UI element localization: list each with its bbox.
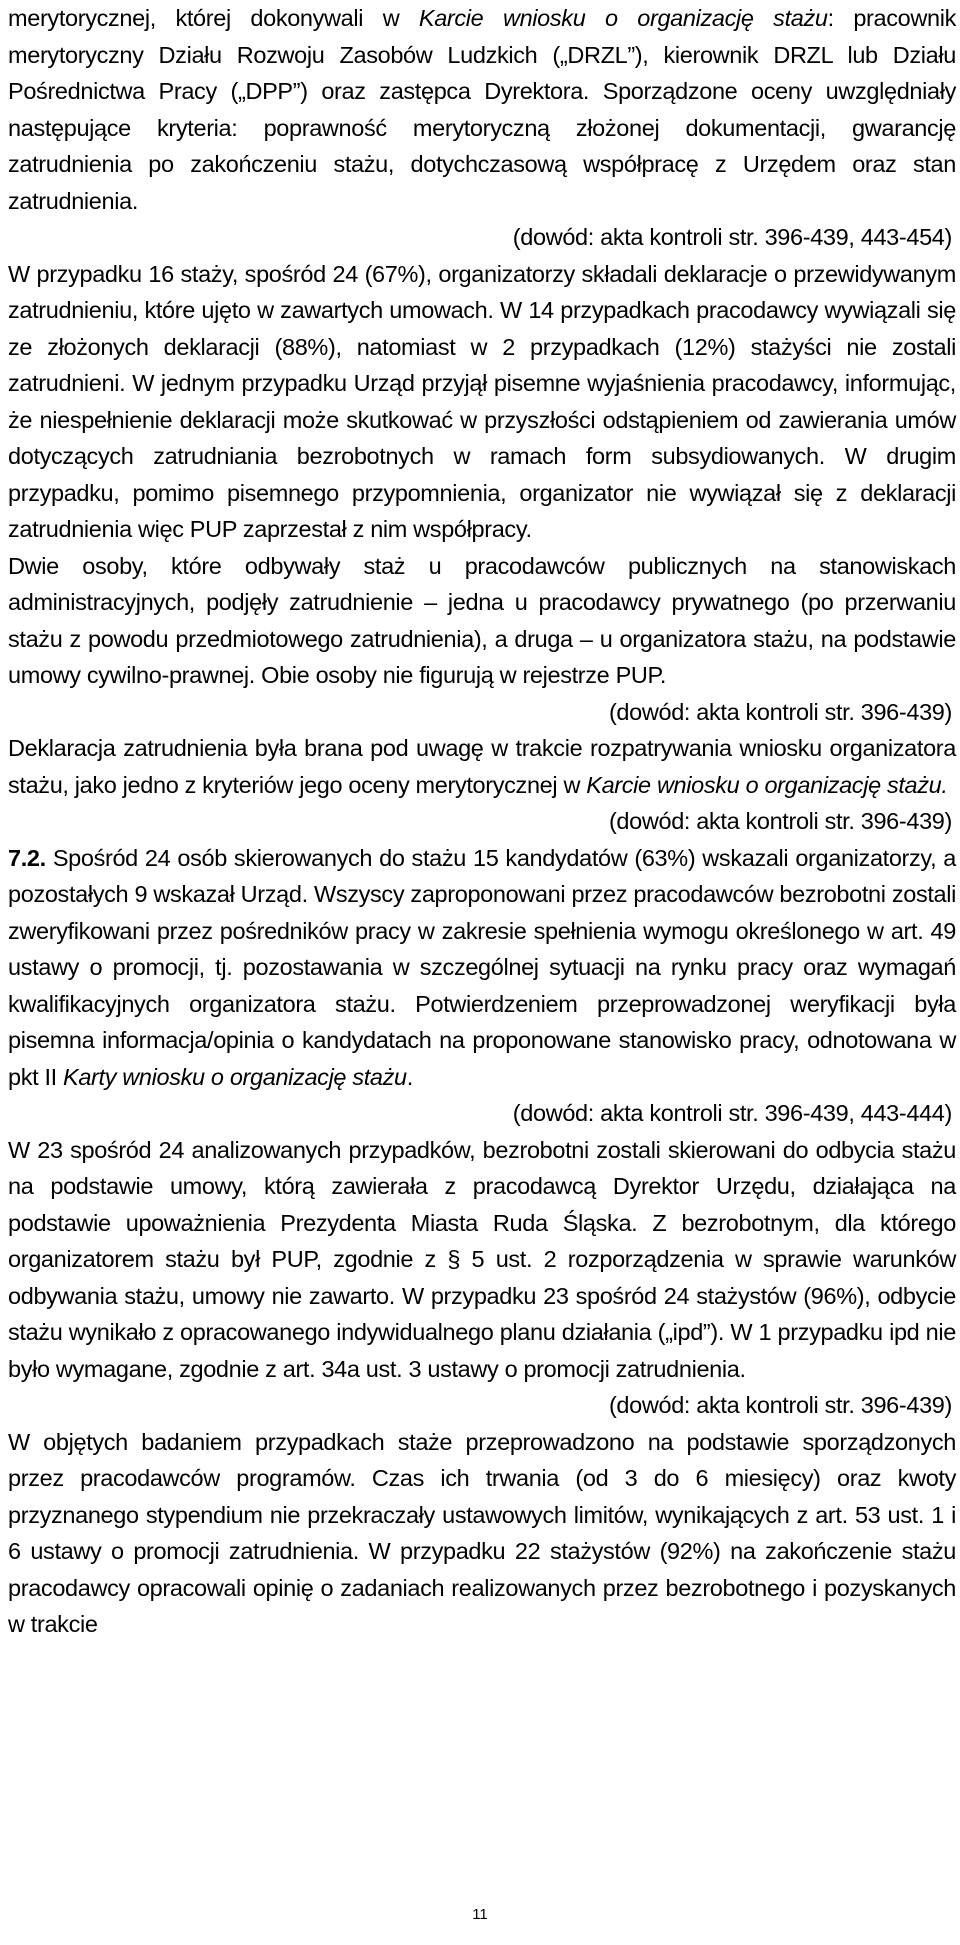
evidence-reference-1: (dowód: akta kontroli str. 396-439, 443-454) <box>512 224 952 250</box>
evidence-reference-2: (dowód: akta kontroli str. 396-439) <box>608 698 952 725</box>
paragraph-text: merytorycznej, której dokonywali w <box>8 5 419 31</box>
paragraph-3: Dwie osoby, które odbywały staż u pracodawców publicznych na stanowiskach administracyjnych, podjęły zatrudnienie – jedna u pracodawcy prywatnego (po przerwaniu stażu z powodu przedmiotowego zatrudnienia), a druga – u organizatora stażu, na podstawie umowy cywilno-prawnej. Obie osoby nie figurują w rejestrze PUP. <box>8 552 956 688</box>
paragraph-text: . <box>406 1063 413 1090</box>
paragraph-text: : pracownik merytoryczny Działu Rozwoju Zasobów Ludzkich („DRZL”), kierownik DRZL lub Działu Pośrednictwa Pracy („DPP”) oraz zastępca Dyrektora. Sporządzone oceny uwzględniały następujące kryteria: poprawność merytoryczną złożonej dokumentacji, gwarancję zatrudnienia po zakończeniu stażu, dotychczasową współpracę z Urzędem oraz stan zatrudnienia. <box>8 5 956 214</box>
paragraph-6: W 23 spośród 24 analizowanych przypadków, bezrobotni zostali skierowani do odbycia stażu na podstawie umowy, którą zawierała z pracodawcą Dyrektor Urzędu, działająca na podstawie upoważnienia Prezydenta Miasta Ruda Śląska. Z bezrobotnym, dla którego organizatorem stażu był PUP, zgodnie z § 5 ust. 2 rozporządzenia w sprawie warunków odbywania stażu, umowy nie zawarto. W przypadku 23 spośród 24 stażystów (96%), odbycie stażu wynikało z opracowanego indywidualnego planu działania („ipd”). W 1 przypadku ipd nie było wymagane, zgodnie z art. 34a ust. 3 ustawy o promocji zatrudnienia. <box>8 1136 956 1382</box>
italic-title: Karcie wniosku o organizację stażu <box>418 5 828 31</box>
paragraph-text: Spośród 24 osób skierowanych do stażu 15 kandydatów (63%) wskazali organizatorzy, a pozostałych 9 wskazał Urząd. Wszyscy zaproponowani przez pracodawców bezrobotni zostali zweryfikowani przez pośredników pracy w zakresie spełnienia wymogu określonego w art. 49 ustawy o promocji, tj. pozostawania w szczególnej sytuacji na rynku pracy oraz wymagań kwalifikacyjnych organizatora stażu. Potwierdzeniem przeprowadzonej weryfikacji była pisemna informacja/opinia o kandydatach na proponowane stanowisko pracy, odnotowana w pkt II <box>8 844 956 1090</box>
evidence-reference-3: (dowód: akta kontroli str. 396-439) <box>608 808 952 834</box>
paragraph-5 <box>8 840 956 1096</box>
page-number: 11 <box>472 1906 488 1923</box>
italic-title: Karcie wniosku o organizację stażu. <box>586 771 948 798</box>
italic-title: Karty wniosku o organizację stażu <box>63 1063 407 1090</box>
document-page <box>8 0 956 1643</box>
evidence-reference-4: (dowód: akta kontroli str. 396-439, 443-444) <box>512 1100 952 1126</box>
paragraph-text: Deklaracja zatrudnienia była brana pod uwagę w trakcie rozpatrywania wniosku organizatora stażu, jako jedno z kryteriów jego oceny merytorycznej w <box>8 735 956 798</box>
section-number: 7.2. <box>8 844 46 871</box>
paragraph-7: W objętych badaniem przypadkach staże przeprowadzono na podstawie sporządzonych przez pracodawców programów. Czas ich trwania (od 3 do 6 miesięcy) oraz kwoty przyznanego stypendium nie przekraczały ustawowych limitów, wynikających z art. 53 ust. 1 i 6 ustawy o promocji zatrudnienia. W przypadku 22 stażystów (92%) na zakończenie stażu pracodawcy opracowali opinię o zadaniach realizowanych przez bezrobotnego i pozyskanych w trakcie <box>8 1428 956 1637</box>
paragraph-2: W przypadku 16 staży, spośród 24 (67%), organizatorzy składali deklaracje o przewidywanym zatrudnieniu, które ujęto w zawartych umowach. W 14 przypadkach pracodawcy wywiązali się ze złożonych deklaracji (88%), natomiast w 2 przypadkach (12%) stażyści nie zostali zatrudnieni. W jednym przypadku Urząd przyjął pisemne wyjaśnienia pracodawcy, informując, że niespełnienie deklaracji może skutkować w przyszłości odstąpieniem od zawierania umów dotyczących zatrudniania bezrobotnych w ramach form subsydiowanych. W drugim przypadku, pomimo pisemnego przypomnienia, organizator nie wywiązał się z deklaracji zatrudnienia więc PUP zaprzestał z nim współpracy. <box>8 260 956 542</box>
evidence-reference-5: (dowód: akta kontroli str. 396-439) <box>608 1392 952 1418</box>
paragraph-4 <box>8 730 956 803</box>
paragraph-1 <box>8 0 956 219</box>
